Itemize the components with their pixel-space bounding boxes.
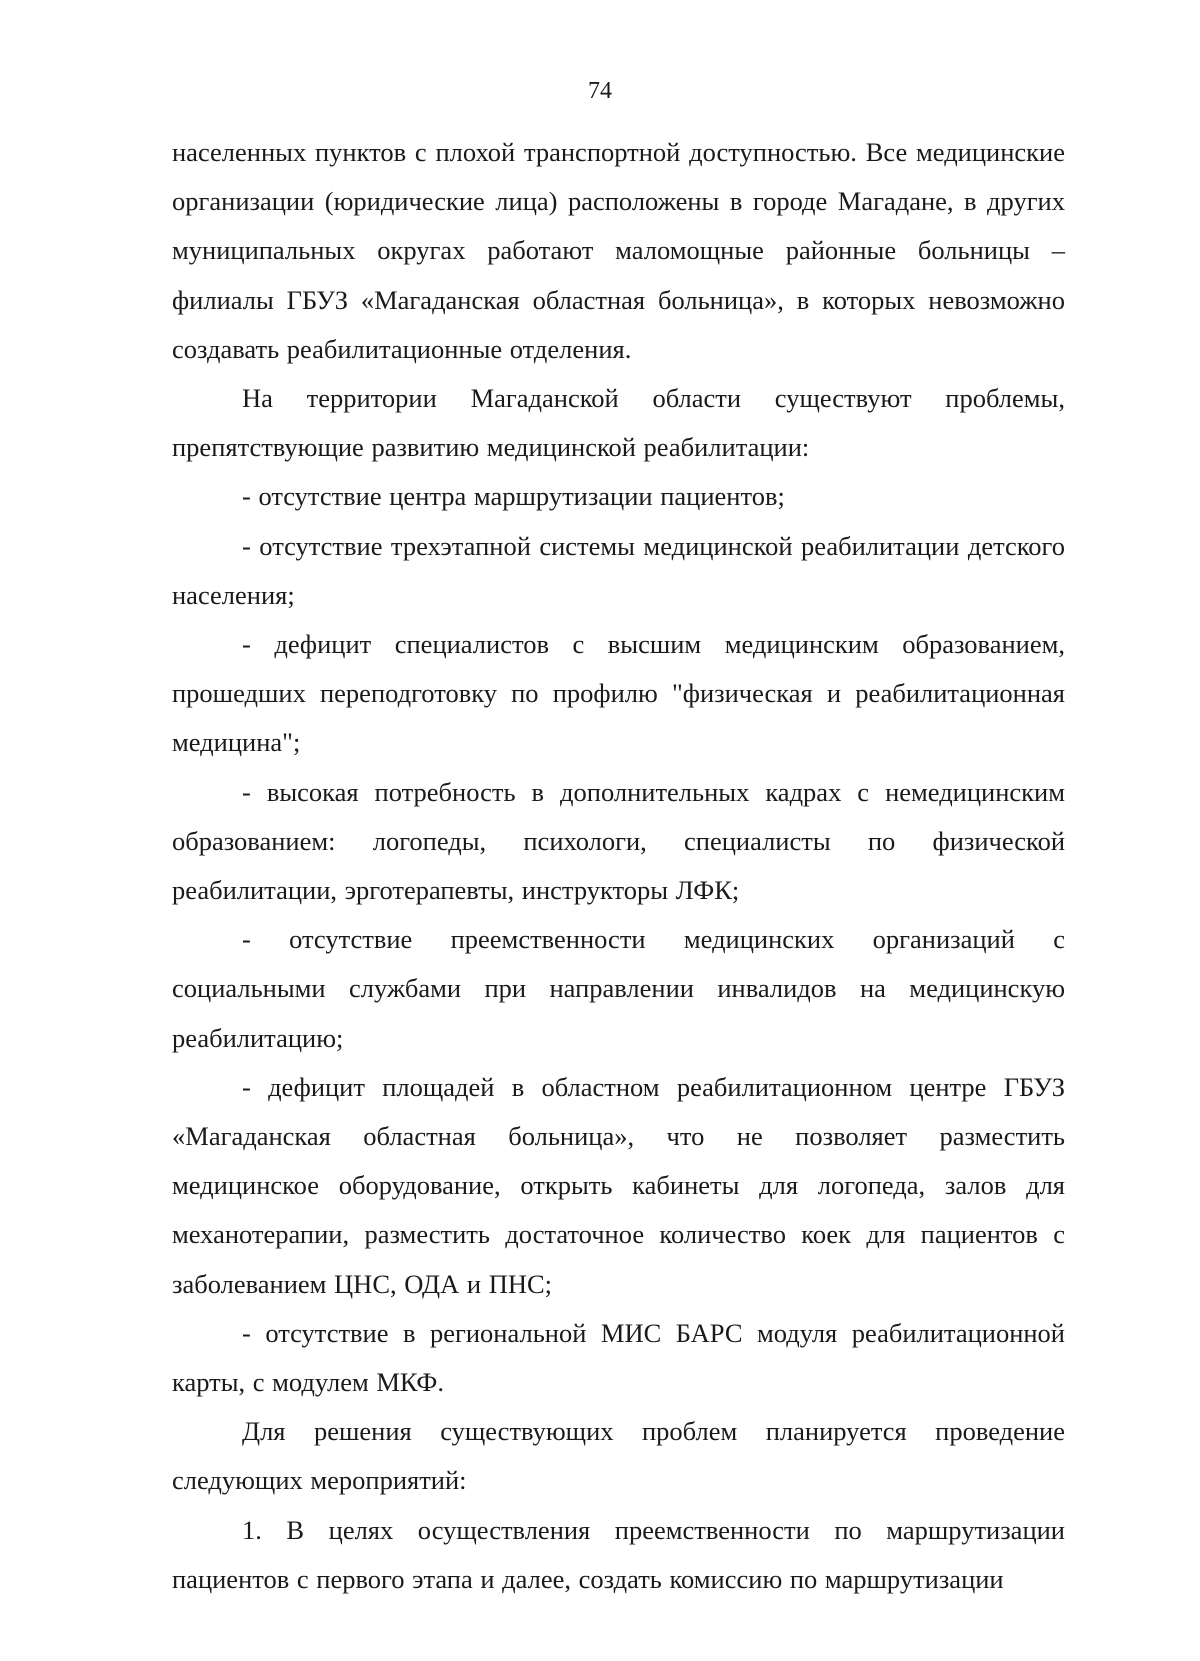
paragraph-measure-1: 1. В целях осуществления преемственности по маршрутизации пациентов с первого этапа и далее, создать комиссию по маршрутизации [172, 1514, 1065, 1594]
list-item-space-deficit: - дефицит площадей в областном реабилитационном центре ГБУЗ «Магаданская областная больница», что не позволяет разместить медицинское оборудование, открыть кабинеты для логопеда, залов для механотерапии, разместить достаточное количество коек для пациентов с заболеванием ЦНС, ОДА и ПНС; [172, 1071, 1065, 1299]
list-item-mis-module: - отсутствие в региональной МИС БАРС модуля реабилитационной карты, с модулем МКФ. [172, 1317, 1065, 1398]
list-item-routing-center: - отсутствие центра маршрутизации пациентов; [242, 481, 785, 512]
paragraph-measures-intro: Для решения существующих проблем планируется проведение следующих мероприятий: [172, 1416, 1065, 1496]
paragraph-problems-intro: На территории Магаданской области существуют проблемы, препятствующие развитию медицинской реабилитации: [172, 383, 1065, 463]
list-item-three-stage-system: - отсутствие трехэтапной системы медицинской реабилитации детского населения; [172, 530, 1065, 610]
list-item-continuity: - отсутствие преемственности медицинских организаций с социальными службами при направлении инвалидов на медицинскую реабилитацию; [172, 924, 1065, 1053]
page-number: 74 [588, 78, 612, 104]
list-item-staff-need: - высокая потребность в дополнительных кадрах с немедицинским образованием: логопеды, психологи, специалисты по физической реабилитации, эрготерапевты, инструкторы ЛФК; [172, 776, 1065, 906]
paragraph-intro-continuation: населенных пунктов с плохой транспортной доступностью. Все медицинские организации (юридические лица) расположены в городе Магадане, в других муниципальных округах работают маломощные районные больницы – филиалы ГБУЗ «Магаданская областная больница», в которых невозможно создавать реабилитационные отделения. [172, 137, 1065, 364]
list-item-specialist-deficit: - дефицит специалистов с высшим медицинским образованием, прошедших переподготовку по профилю "физическая и реабилитационная медицина"; [172, 629, 1065, 758]
document-body [172, 128, 1065, 1604]
